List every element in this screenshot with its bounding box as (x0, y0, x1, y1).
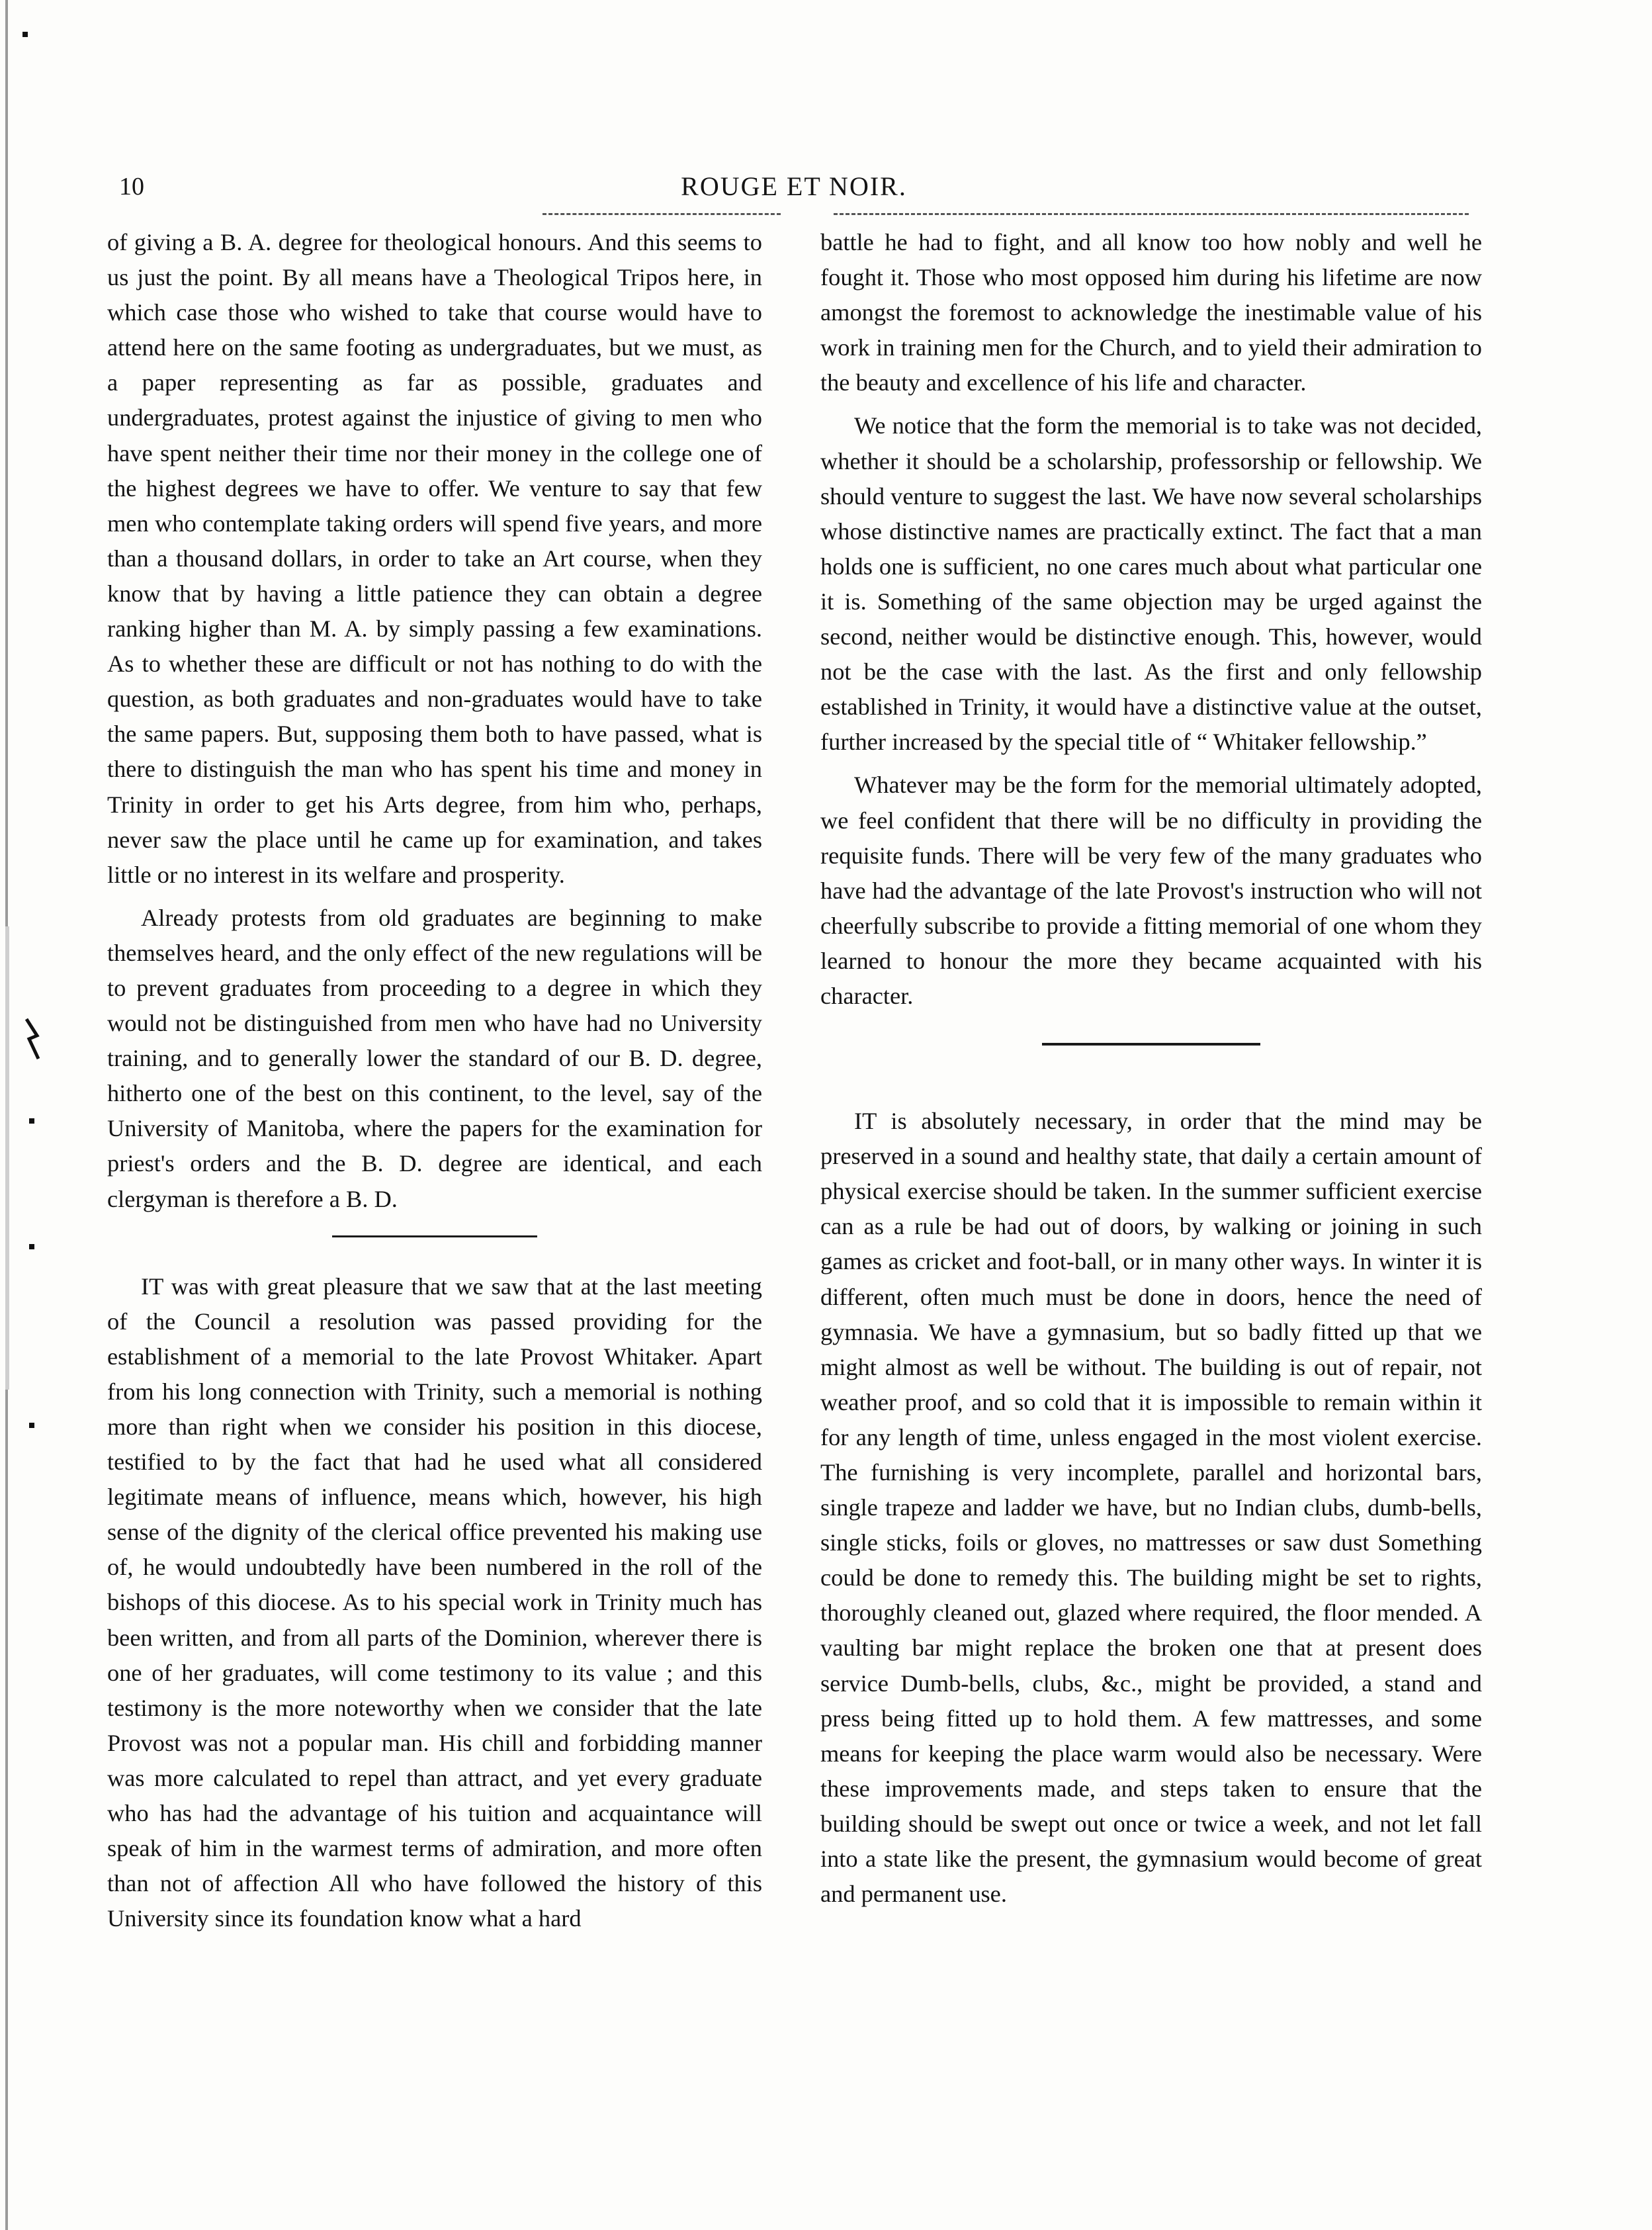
left-paragraph-3-memorial: IT was with great pleasure that we saw that at the last meeting of the Council a resolution was passed providing for the establishment of a memorial to the late Provost Whitaker. Apart from his long connection with Trinity, such a memorial is nothing more than right when we consider his position in this diocese, testified to by the fact that had he used what all considered legitimate means of influence, means which, however, his high sense of the dignity of the clerical office prevented his making use of, he would undoubtedly have been numbered in the roll of the bishops of this diocese. As to his special work in Trinity much has been written, and from all parts of the Dominion, wherever there is one of her graduates, will come testimony to its value ; and this testimony is the more noteworthy when we consider that the late Provost was not a popular man. His chill and forbidding manner was more calculated to repel than attract, and yet every graduate who has had the advantage of his tuition and acquaintance will speak of him in the warmest terms of admiration, and more often than not of affection All who have followed the history of this University since its foundation know what a hard (107, 1272, 762, 1932)
right-paragraph-1: battle he had to fight, and all know too how nobly and well he fought it. Those who most opposed him during his lifetime are now amongst the foremost to acknowledge the inestimable value of his work in training men for the Church, and to yield their admiration to the beauty and excellence of his life and character. (820, 229, 1482, 396)
section-divider-left (332, 1235, 537, 1237)
running-head (119, 167, 1469, 206)
page-number: 10 (119, 173, 144, 201)
margin-scan-artifacts (0, 0, 40, 2230)
right-column (820, 225, 1482, 1920)
right-paragraph-2: We notice that the form the memorial is to take was not decided, whether it should be a scholarship, professorship or fellowship. We should venture to suggest the last. We have now several scholarships whose distinctive names are practically extinct. The fact that a man holds one is sufficient, no one cares much about what particular one it is. Something of the same objection may be urged against the second, neither would be distinctive enough. This, however, would not be the case with the last. As the first and only fellowship established in Trinity, it would have a distinctive value at the outset, further increased by the special title of “ Whitaker fellowship.” (820, 412, 1482, 756)
right-paragraph-4-gymnasium: IT is absolutely necessary, in order that the mind may be preserved in a sound and healthy state, that daily a certain amount of physical exercise should be taken. In the summer sufficient exercise can as a rule be had out of doors, by walking or joining in such games as cricket and foot-ball, or in many other ways. In winter it is different, often much must be done in doors, hence the need of gymnasia. We have a gymnasium, but so badly fitted up that we might almost as well be without. The building is out of repair, not weather proof, and so cold that it is impossible to remain within it for any length of time, unless engaged in the most violent exercise. The furnishing is very incomplete, parallel and horizontal bars, single trapeze and ladder we have, but no Indian clubs, dumb-bells, single sticks, foils or gloves, no mattresses or saw dust Something could be done to remedy this. The building might be set to rights, thoroughly cleaned out, glazed where required, the floor mended. A vaulting bar might replace the broken one that at present does service Dumb-bells, clubs, &c., might be provided, a stand and press being fitted up to hold them. A few mattresses, and some means for keeping the place warm would also be necessary. Were these improvements made, and steps taken to ensure that the building should be swept out once or twice a week, and not let fall into a state like the present, the gymnasium would become of great and permanent use. (820, 1108, 1482, 1908)
left-paragraph-1: of giving a B. A. degree for theological honours. And this seems to us just the point. By all means have a Theological Tripos here, in which case those who wished to take that course would have to attend here on the same footing as undergraduates, but we must, as a paper representing as far as possible, graduates and undergraduates, protest against the injustice of giving to men who have spent neither their time nor their money in the college one of the highest degrees we have to offer. We venture to say that few men who contemplate taking orders will spend five years, and more than a thousand dollars, in order to take an Art course, when they know that by having a little patience they can obtain a degree ranking higher than M. A. by simply passing a few examinations. As to whether these are difficult or not has nothing to do with the question, as both graduates and non-graduates would have to take the same papers. But, supposing them both to have passed, what is there to distinguish the man who has spent his time and money in Trinity in order to get his Arts degree, from him who, perhaps, never saw the place until he came up for examination, and takes little or no interest in its welfare and prosperity. (107, 229, 762, 888)
header-rule-right (834, 213, 1469, 215)
left-column (107, 225, 762, 1944)
right-paragraph-3: Whatever may be the form for the memorial ultimately adopted, we feel confident that there will be no difficulty in providing the requisite funds. There will be very few of the many graduates who have had the advantage of the late Provost's instruction who will not cheerfully subscribe to provide a fitting memorial of one whom they learned to honour the more they became acquainted with his character. (820, 772, 1482, 1009)
header-rule-left (543, 213, 781, 215)
left-paragraph-2: Already protests from old graduates are beginning to make themselves heard, and the only effect of the new regulations will be to prevent graduates from proceeding to a degree in which they would not be distinguished from men who have had no University training, and to generally lower the standard of our B. D. degree, hitherto one of the best on this continent, to the level, say of the University of Manitoba, where the papers for the examination for priest's orders and the B. D. degree are identical, and each clergyman is therefore a B. D. (107, 904, 762, 1212)
section-divider-right (1042, 1043, 1260, 1046)
journal-title: ROUGE ET NOIR. (681, 171, 907, 201)
